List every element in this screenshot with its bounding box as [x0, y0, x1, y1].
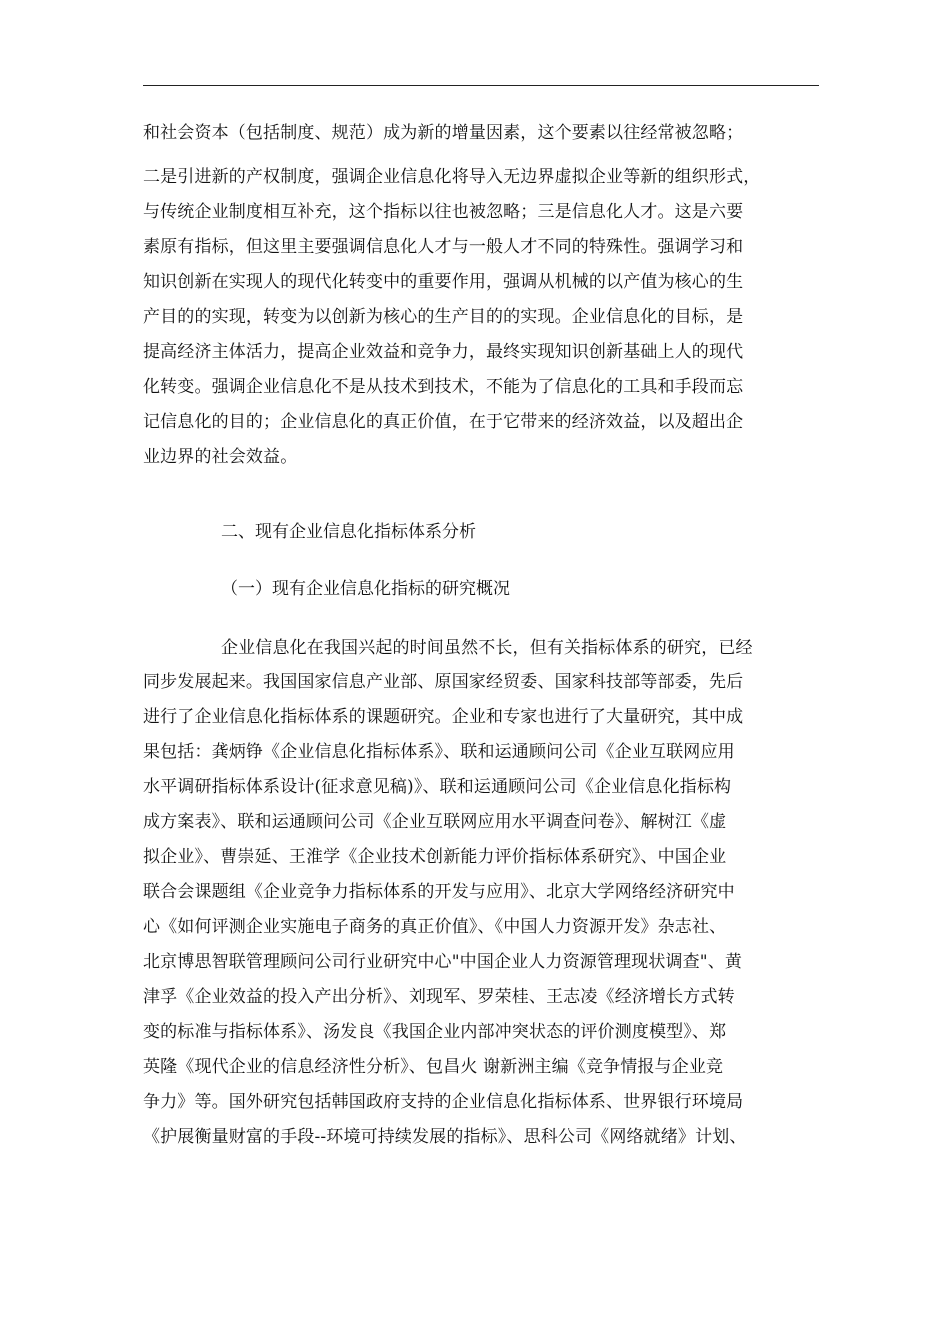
section-heading: 二、现有企业信息化指标体系分析	[221, 522, 476, 542]
paragraph-line: 心《如何评测企业实施电子商务的真正价值》、《中国人力资源开发》杂志社、	[143, 917, 727, 937]
paragraph-line: 知识创新在实现人的现代化转变中的重要作用，强调从机械的以产值为核心的生	[143, 272, 744, 292]
paragraph-line: 变的标准与指标体系》、汤发良《我国企业内部冲突状态的评价测度模型》、郑	[143, 1022, 727, 1042]
paragraph-line: 进行了企业信息化指标体系的课题研究。企业和专家也进行了大量研究，其中成	[143, 707, 744, 727]
paragraph-line: 素原有指标，但这里主要强调信息化人才与一般人才不同的特殊性。强调学习和	[143, 237, 744, 257]
paragraph-line: 《护展衡量财富的手段--环境可持续发展的指标》、思科公司《网络就绪》计划、	[143, 1127, 747, 1147]
paragraph-line: 成方案表》、联和运通顾问公司《企业互联网应用水平调查问卷》、解树江《虚	[143, 812, 727, 832]
paragraph-line: 产目的的实现，转变为以创新为核心的生产目的的实现。企业信息化的目标，是	[143, 307, 744, 327]
paragraph-line: 同步发展起来。我国国家信息产业部、原国家经贸委、国家科技部等部委，先后	[143, 672, 744, 692]
paragraph-line: 业边界的社会效益。	[143, 447, 298, 467]
paragraph-line: 争力》等。国外研究包括韩国政府支持的企业信息化指标体系、世界银行环境局	[143, 1092, 744, 1112]
header-rule	[143, 85, 819, 86]
paragraph-line: 联合会课题组《企业竞争力指标体系的开发与应用》、北京大学网络经济研究中	[143, 882, 735, 902]
paragraph-line: 提高经济主体活力，提高企业效益和竞争力，最终实现知识创新基础上人的现代	[143, 342, 744, 362]
paragraph-line: 二是引进新的产权制度，强调企业信息化将导入无边界虚拟企业等新的组织形式，	[143, 167, 761, 187]
paragraph-line: 北京博思智联管理顾问公司行业研究中心"中国企业人力资源管理现状调查"、黄	[143, 952, 743, 972]
paragraph-line: 拟企业》、曹崇延、王淮学《企业技术创新能力评价指标体系研究》、中国企业	[143, 847, 727, 867]
paragraph-line: 果包括：龚炳铮《企业信息化指标体系》、联和运通顾问公司《企业互联网应用	[143, 742, 735, 762]
paragraph-line: 水平调研指标体系设计(征求意见稿)》、联和运通顾问公司《企业信息化指标构	[143, 777, 732, 797]
paragraph-line: 企业信息化在我国兴起的时间虽然不长，但有关指标体系的研究，已经	[221, 638, 753, 658]
paragraph-line: 和社会资本（包括制度、规范）成为新的增量因素，这个要素以往经常被忽略；	[143, 123, 744, 143]
subsection-heading: （一）现有企业信息化指标的研究概况	[221, 579, 510, 599]
paragraph-line: 记信息化的目的；企业信息化的真正价值，在于它带来的经济效益，以及超出企	[143, 412, 744, 432]
paragraph-line: 化转变。强调企业信息化不是从技术到技术，不能为了信息化的工具和手段而忘	[143, 377, 744, 397]
paragraph-line: 津孚《企业效益的投入产出分析》、刘现军、罗荣桂、王志凌《经济增长方式转	[143, 987, 735, 1007]
paragraph-line: 与传统企业制度相互补充，这个指标以往也被忽略；三是信息化人才。这是六要	[143, 202, 744, 222]
paragraph-line: 英隆《现代企业的信息经济性分析》、包昌火 谢新洲主编《竞争情报与企业竞	[143, 1057, 724, 1077]
